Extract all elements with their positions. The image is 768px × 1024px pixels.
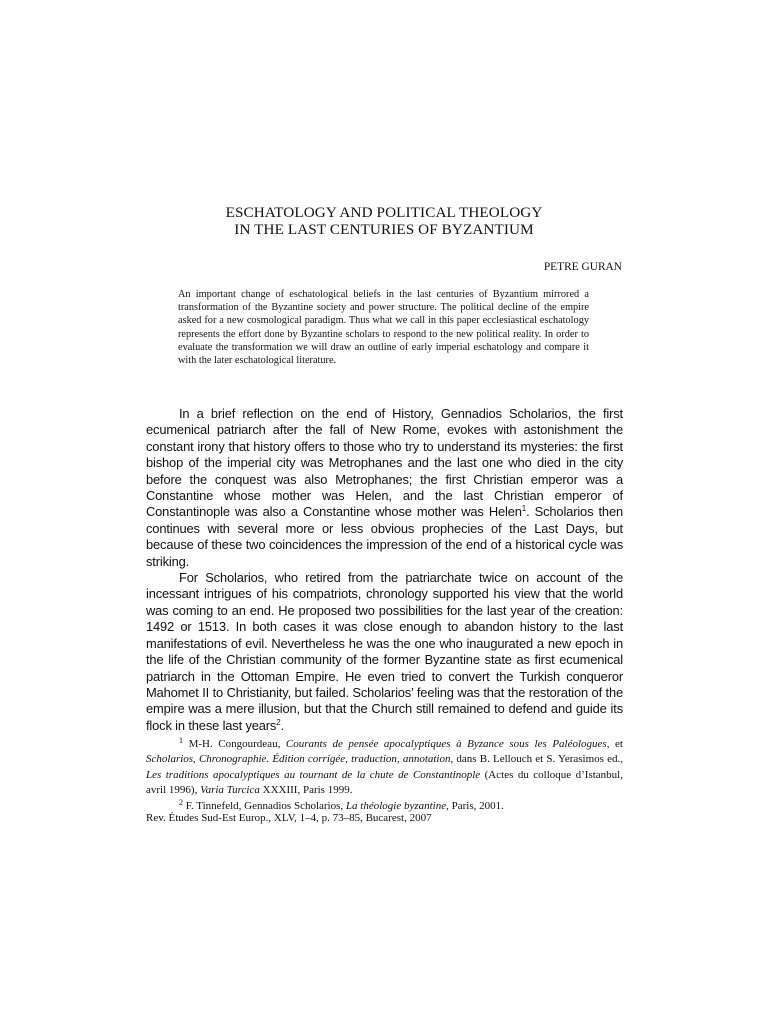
- footnote-2-number: 2: [179, 797, 183, 807]
- article-title-line-2: IN THE LAST CENTURIES OF BYZANTIUM: [234, 221, 534, 238]
- body-text: [146, 406, 623, 734]
- author-name: PETRE GURAN: [543, 261, 622, 273]
- footnote-ref-2: 2: [276, 717, 281, 727]
- paragraph-2: [146, 570, 623, 734]
- paragraph-1-tail: . Scholarios then continues with several more or less obvious prophecies of the Last Days, but because of these two coincidences the impression of the end of a historical cycle was striking.: [146, 504, 623, 569]
- paragraph-1: [146, 406, 623, 570]
- footnote-ref-1: 1: [521, 504, 527, 514]
- footnote-2-part: , Paris, 2001.: [446, 799, 504, 812]
- footnote-1-number: 1: [179, 736, 183, 745]
- footnote-1-italic: Scholarios, Chronographie. Édition corrigée, traduction, annotation: [146, 753, 451, 766]
- paragraph-1-text: In a brief reflection on the end of History, Gennadios Scholarios, the first ecumenical patriarch after the fall of New Rome, evokes with astonishment the constant irony that history offers to those who try to understand its mysteries: the first bishop of the imperial city was Metrophanes and the last one who died in the city before the conquest was also Metrophanes; the first Christian emperor was a Constantine whose mother was Helen, and the last Christian emperor of Constantinople was also a Constantine whose mother was Helen: [146, 406, 623, 520]
- footnote-1-part: , et: [606, 738, 623, 750]
- abstract: An important change of eschatological beliefs in the last centuries of Byzantium mirrored a transformation of the Byzantine society and power structure. The political decline of the empire asked for a new cosmological paradigm. Thus what we call in this paper ecclesiastical eschatology represents the effort done by Byzantine scholars to respond to the new political reality. In order to evaluate the transformation we will draw an outline of early imperial eschatology and compare it with the later eschatological literature.: [178, 289, 589, 367]
- article-title-line-1: ESCHATOLOGY AND POLITICAL THEOLOGY: [225, 204, 543, 221]
- paragraph-2-text: For Scholarios, who retired from the patriarchate twice on account of the incessant intrigues of his compatriots, chronology supported his view that the world was coming to an end. He proposed two possibilities for the last year of the creation: 1492 or 1513. In both cases it was close enough to abandon history to the last manifestations of evil. Nevertheless he was the one who inaugurated a new epoch in the life of the Christian community of the former Byzantine state as first ecumenical patriarch in the Ottoman Empire. He even tried to convert the Turkish conqueror Mahomet II to Christianity, but failed. Scholarios’ feeling was that the restoration of the empire was a mere illusion, but that the Church still remained to defend and guide its flock in these last years: [146, 570, 623, 733]
- footnotes: [146, 737, 623, 814]
- footnote-1-part: XXXIII, Paris 1999.: [259, 784, 353, 797]
- footnote-1: [146, 737, 623, 799]
- footnote-1-part: , dans B. Lellouch et S. Yerasimos ed.,: [450, 753, 623, 766]
- journal-citation: Rev. Études Sud-Est Europ., XLV, 1–4, p. 73–85, Bucarest, 2007: [146, 812, 432, 824]
- footnote-2-part: F. Tinnefeld, Gennadios Scholarios,: [183, 799, 346, 812]
- footnote-2-italic: La théologie byzantine: [345, 799, 447, 812]
- footnote-1-part: (Actes du colloque d’Istanbul, avril 1996),: [146, 768, 623, 797]
- footnote-1-part: M-H. Congourdeau,: [183, 738, 286, 750]
- footnote-1-italic: Varia Turcica: [200, 784, 260, 797]
- footnote-1-italic: Courants de pensée apocalyptiques à Byzance sous les Paléologues: [285, 738, 607, 750]
- paragraph-2-tail: .: [280, 717, 284, 733]
- footnote-1-italic: Les traditions apocalyptiques au tournant de la chute de Constantinople: [146, 768, 481, 781]
